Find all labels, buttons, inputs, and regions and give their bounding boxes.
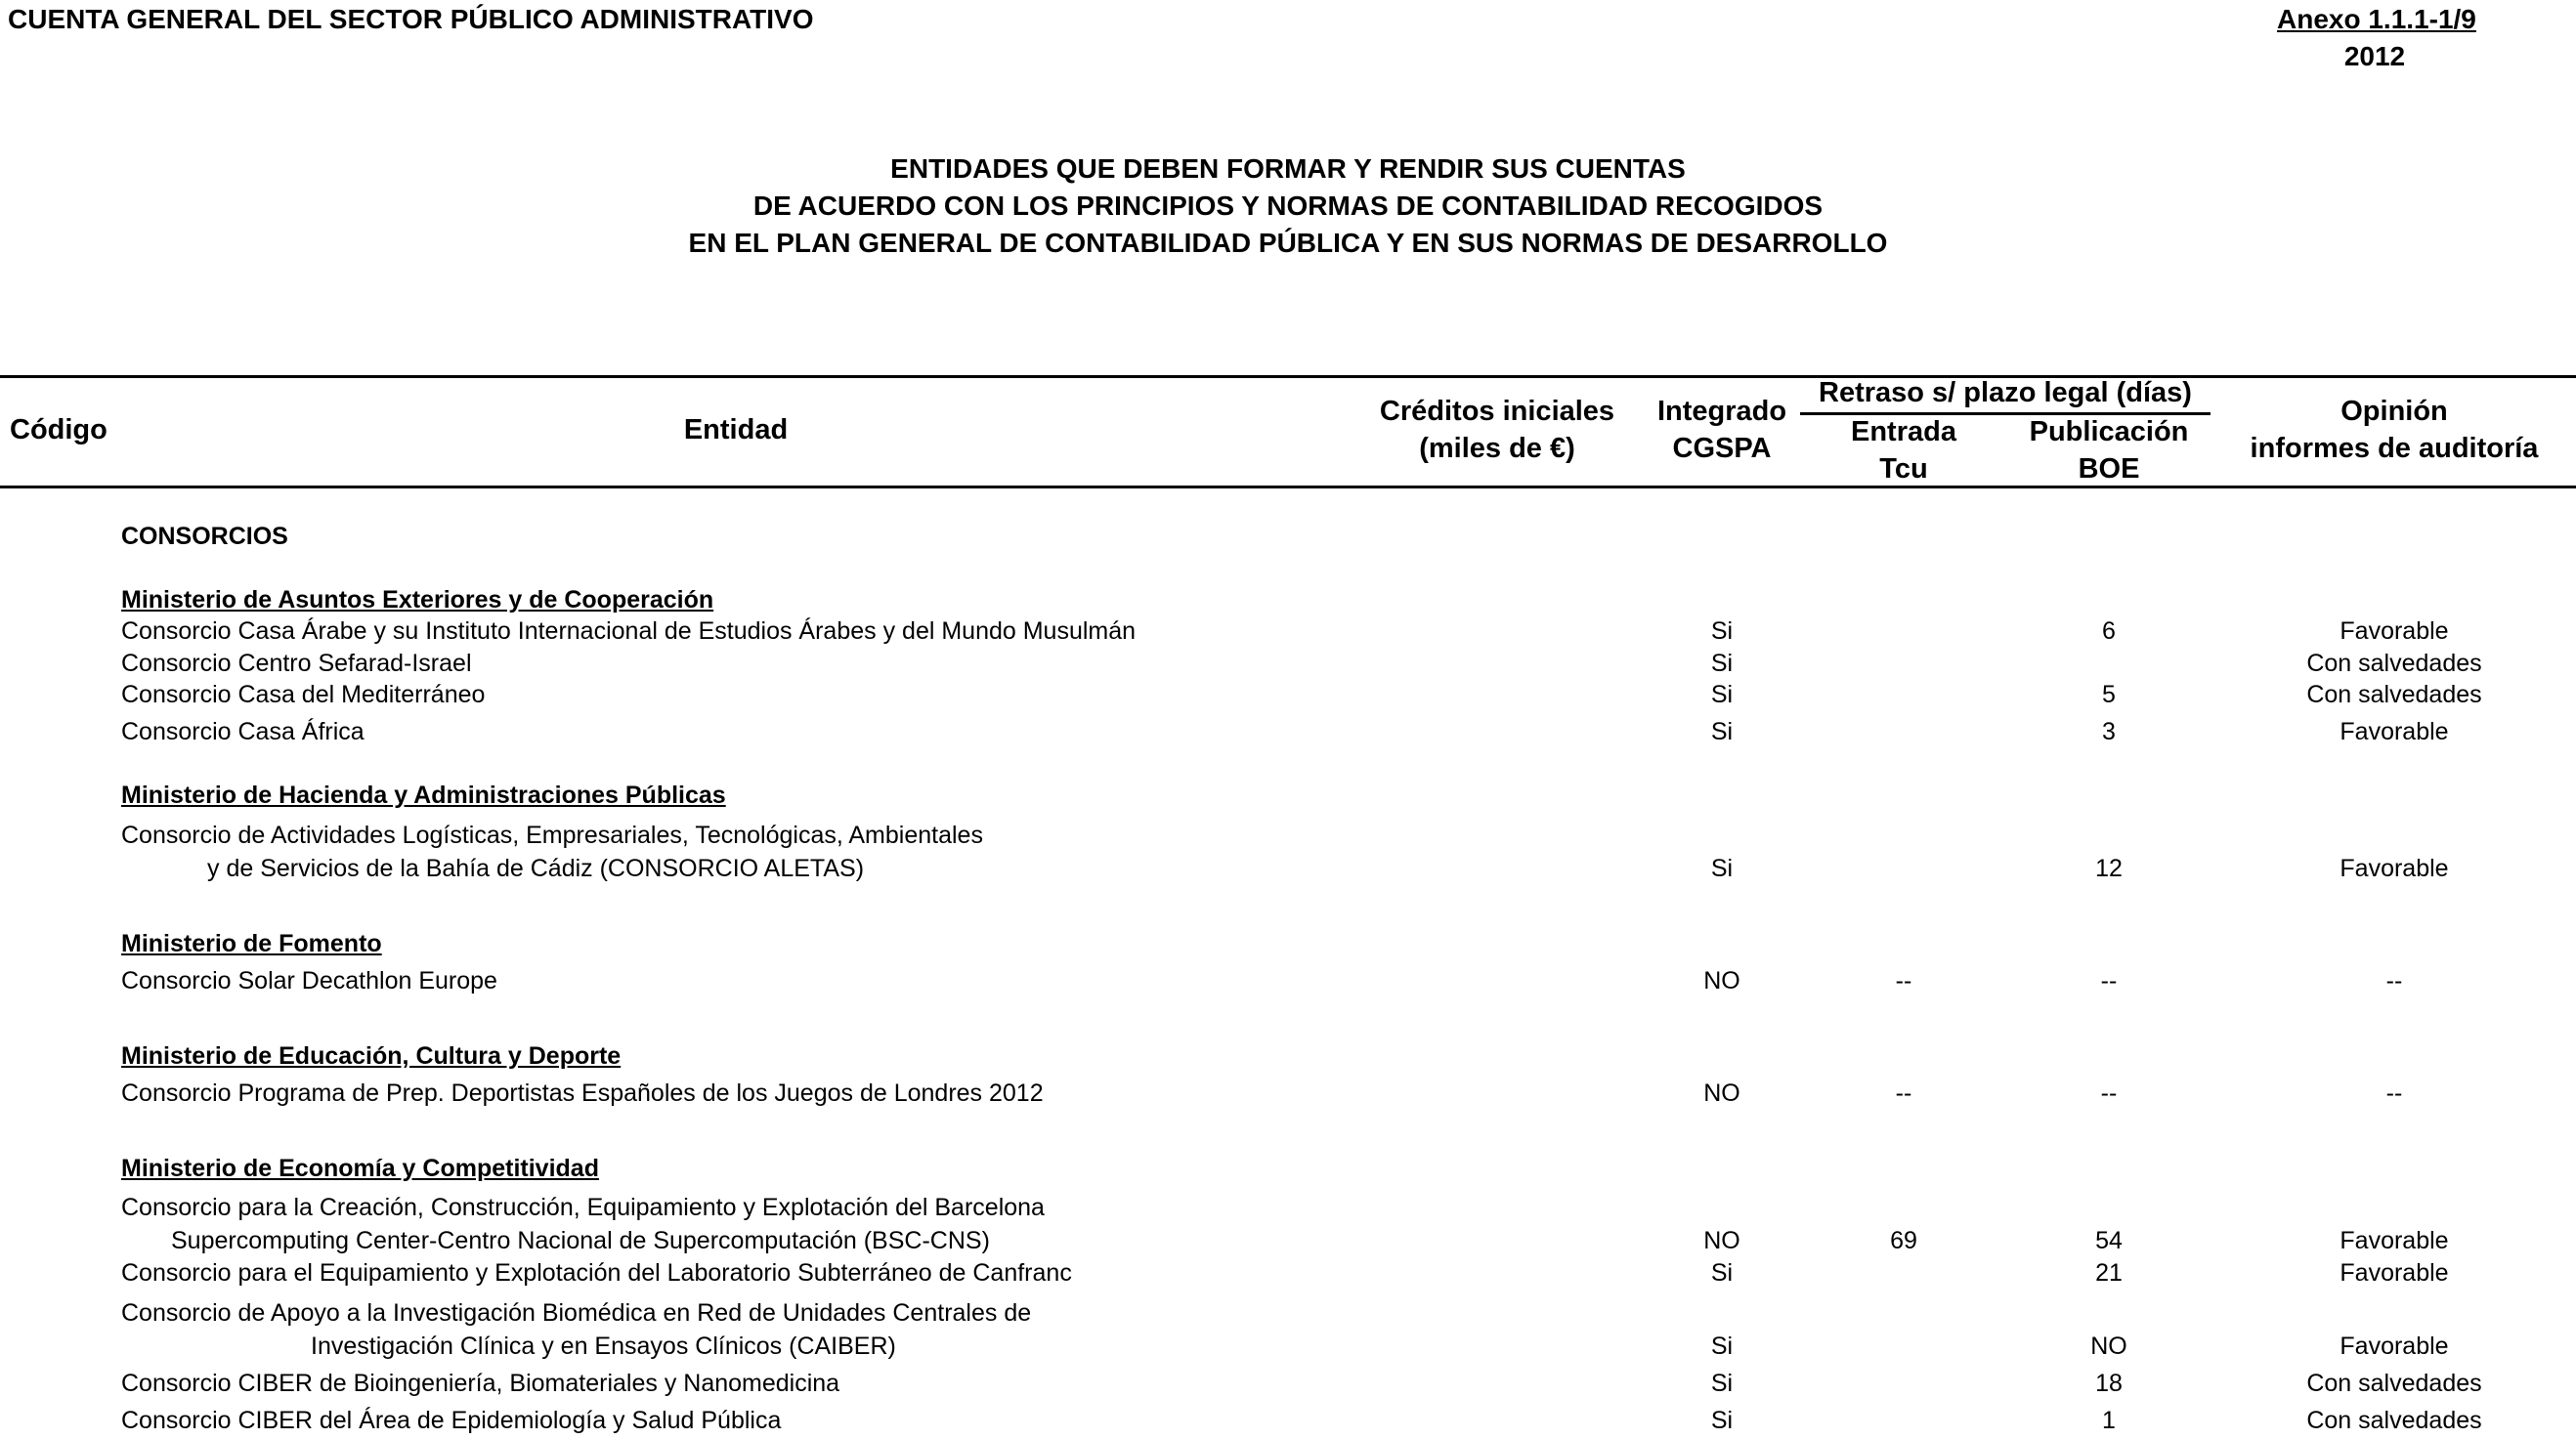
column-header-entidad: Entidad (683, 414, 789, 445)
table-row-publicacion: -- (2100, 967, 2118, 995)
table-row-publicacion: 21 (2095, 1259, 2123, 1287)
table-row-publicacion: 3 (2102, 718, 2116, 745)
table-row-integrado: NO (1703, 1227, 1740, 1254)
table-row-publicacion: 6 (2102, 617, 2116, 645)
table-row-publicacion: 1 (2102, 1407, 2116, 1434)
annex-year: 2012 (2343, 41, 2406, 71)
column-header-publicacion-boe: BOE (2078, 453, 2140, 485)
column-header-codigo: Código (10, 414, 107, 445)
table-row-publicacion: 18 (2095, 1370, 2123, 1397)
table-row-publicacion: 5 (2102, 681, 2116, 708)
table-row-opinion: Favorable (2340, 855, 2449, 882)
ministry-heading: Ministerio de Educación, Cultura y Deporte (121, 1042, 622, 1070)
table-row-opinion: Con salvedades (2306, 1370, 2482, 1397)
table-row-publicacion: NO (2090, 1333, 2127, 1360)
table-row-integrado: Si (1710, 718, 1734, 745)
page-title-line-3: EN EL PLAN GENERAL DE CONTABILIDAD PÚBLICA Y EN SUS NORMAS DE DESARROLLO (688, 228, 1888, 258)
table-row-entrada: -- (1895, 1079, 1912, 1107)
table-row-opinion: Favorable (2340, 1259, 2449, 1287)
table-row-opinion: Con salvedades (2306, 650, 2482, 677)
table-row-publicacion: -- (2100, 1079, 2118, 1107)
table-row-opinion: Favorable (2340, 617, 2449, 645)
table-row-entrada: -- (1895, 967, 1912, 995)
table-row-entity: Consorcio de Apoyo a la Investigación Biomédica en Red de Unidades Centrales de (121, 1299, 1032, 1327)
ministry-heading: Ministerio de Fomento (121, 930, 382, 957)
table-row-integrado: Si (1710, 1259, 1734, 1287)
table-row-entity: Consorcio para el Equipamiento y Explotación del Laboratorio Subterráneo de Canfranc (121, 1259, 1072, 1287)
table-row-entity: Consorcio CIBER de Bioingeniería, Biomateriales y Nanomedicina (121, 1370, 840, 1397)
page-title-line-1: ENTIDADES QUE DEBEN FORMAR Y RENDIR SUS CUENTAS (890, 153, 1686, 184)
table-row-opinion: -- (2385, 967, 2403, 995)
ministry-heading: Ministerio de Hacienda y Administraciones Públicas (121, 782, 726, 809)
table-row-entity: Consorcio Casa del Mediterráneo (121, 681, 486, 708)
retraso-group-rule (1800, 412, 2211, 415)
column-header-integrado-cgspa: CGSPA (1672, 433, 1772, 464)
table-row-entity: Consorcio Centro Sefarad-Israel (121, 650, 472, 677)
table-row-entity: Consorcio CIBER del Área de Epidemiología y Salud Pública (121, 1407, 782, 1434)
table-row-integrado: Si (1710, 1370, 1734, 1397)
table-row-opinion: Con salvedades (2306, 1407, 2482, 1434)
table-row-entity: Consorcio Casa Árabe y su Instituto Internacional de Estudios Árabes y del Mundo Musulmán (121, 617, 1137, 645)
column-header-opinion-informes: informes de auditoría (2250, 433, 2539, 464)
column-header-creditos-unit: (miles de €) (1419, 433, 1575, 464)
page-title-line-2: DE ACUERDO CON LOS PRINCIPIOS Y NORMAS DE CONTABILIDAD RECOGIDOS (752, 190, 1824, 221)
table-row-integrado: Si (1710, 617, 1734, 645)
table-row-opinion: Con salvedades (2306, 681, 2482, 708)
category-heading: CONSORCIOS (121, 523, 288, 550)
table-row-opinion: Favorable (2340, 718, 2449, 745)
column-header-integrado: Integrado (1656, 396, 1787, 427)
table-row-opinion: Favorable (2340, 1333, 2449, 1360)
table-row-integrado: NO (1703, 1079, 1740, 1107)
column-header-entrada-tcu: Tcu (1879, 453, 1928, 485)
table-row-integrado: Si (1710, 1407, 1734, 1434)
ministry-heading: Ministerio de Asuntos Exteriores y de Cooperación (121, 586, 714, 614)
column-header-entrada: Entrada (1851, 416, 1956, 447)
column-header-publicacion: Publicación (2029, 416, 2189, 447)
table-row-entity-continued: y de Servicios de la Bahía de Cádiz (CONSORCIO ALETAS) (207, 855, 865, 882)
ministry-heading: Ministerio de Economía y Competitividad (121, 1155, 599, 1182)
table-header-bottom-rule (0, 486, 2576, 488)
document-header-title: CUENTA GENERAL DEL SECTOR PÚBLICO ADMINISTRATIVO (8, 4, 814, 34)
table-row-entity-continued: Supercomputing Center-Centro Nacional de Supercomputación (BSC-CNS) (171, 1227, 990, 1254)
table-row-opinion: -- (2385, 1079, 2403, 1107)
table-row-integrado: Si (1710, 681, 1734, 708)
column-header-creditos: Créditos iniciales (1379, 396, 1615, 427)
table-row-entity: Consorcio para la Creación, Construcción, Equipamiento y Explotación del Barcelona (121, 1194, 1045, 1221)
table-row-entity-continued: Investigación Clínica y en Ensayos Clínicos (CAIBER) (311, 1333, 896, 1360)
table-row-integrado: NO (1703, 967, 1740, 995)
table-row-entity: Consorcio Casa África (121, 718, 365, 745)
table-row-opinion: Favorable (2340, 1227, 2449, 1254)
column-header-retraso: Retraso s/ plazo legal (días) (1819, 377, 2192, 408)
table-row-entrada: 69 (1890, 1227, 1917, 1254)
table-row-integrado: Si (1710, 855, 1734, 882)
annex-number: Anexo 1.1.1-1/9 (2277, 4, 2476, 34)
table-row-publicacion: 12 (2095, 855, 2123, 882)
table-row-entity: Consorcio de Actividades Logísticas, Empresariales, Tecnológicas, Ambientales (121, 822, 983, 849)
table-row-integrado: Si (1710, 650, 1734, 677)
table-row-integrado: Si (1710, 1333, 1734, 1360)
column-header-opinion: Opinión (2340, 396, 2448, 427)
table-row-entity: Consorcio Programa de Prep. Deportistas Españoles de los Juegos de Londres 2012 (121, 1079, 1044, 1107)
table-row-publicacion: 54 (2095, 1227, 2123, 1254)
table-row-entity: Consorcio Solar Decathlon Europe (121, 967, 497, 995)
